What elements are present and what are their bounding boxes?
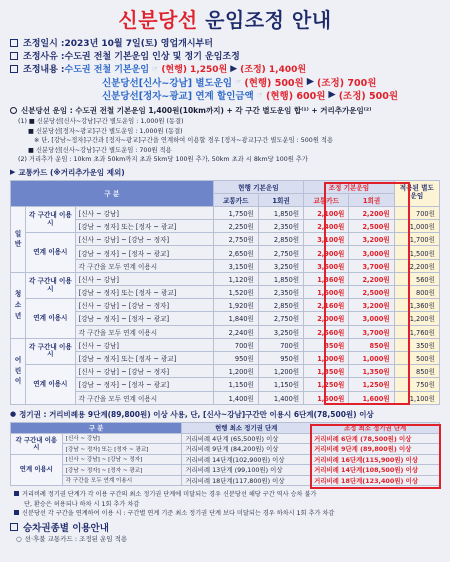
cell-route: [신사 ~ 강남] ~ [강남 ~ 정자] bbox=[75, 233, 213, 246]
note-4: ■ 신분당선[신사~강남]구간 별도운임 : 700원 적용 bbox=[28, 146, 172, 154]
cell-e: 560원 bbox=[394, 272, 439, 285]
pointer-icon: ☞ bbox=[235, 77, 242, 86]
cell-route: 각 구간을 모두 연계 이용시 bbox=[75, 391, 213, 404]
base-fare-adjusted: (조정) 1,400원 bbox=[240, 65, 307, 75]
season-table bbox=[10, 422, 440, 487]
triangle-right-icon: ▶ bbox=[10, 168, 16, 176]
base-fare-label: 수도권 전철 기본운임 bbox=[64, 65, 150, 75]
cell-a: 1,400원 bbox=[213, 391, 258, 404]
date-label: 조정일시 : bbox=[23, 39, 65, 49]
cell-e: 1,100원 bbox=[394, 391, 439, 404]
cell-d: 3,000원 bbox=[349, 312, 394, 325]
pointer-icon: ☞ bbox=[256, 90, 264, 99]
cell-a: 1,520원 bbox=[213, 286, 258, 299]
circle-bullet-icon: ○ bbox=[16, 534, 22, 543]
group-label: 청소년 bbox=[11, 272, 26, 338]
cell-c: 3,600원 bbox=[304, 259, 349, 272]
cell-d: 2,200원 bbox=[349, 272, 394, 285]
checkbox-square-icon bbox=[10, 52, 18, 60]
usage-type: 각 구간내 이용시 bbox=[26, 206, 76, 232]
footnote-1-text: 거리비례 정기권 단계가 각 이용 구간의 최소 정기권 단계에 미달되는 경우 신분당선 해당 구간 역사 승차 불가 bbox=[22, 491, 317, 499]
note-1: (1) ■ 신분당선[신사~강남]구간 별도운임 : 1,000원 (동결) bbox=[18, 118, 184, 126]
cell-d: 850원 bbox=[349, 338, 394, 351]
title-notice: 운임조정 안내 bbox=[205, 8, 332, 32]
triangle-right-icon: ▶ bbox=[230, 63, 238, 74]
date-value: 2023년 10월 7일(토) 영업개시부터 bbox=[64, 39, 213, 49]
info-line2 bbox=[10, 75, 440, 88]
cell-d: 2,500원 bbox=[349, 220, 394, 233]
ticket-guide-title bbox=[10, 521, 440, 534]
cell-a: 1,920원 bbox=[213, 299, 258, 312]
cell-c: 2,560원 bbox=[304, 325, 349, 338]
th-gubun: 구 분 bbox=[11, 180, 214, 206]
cell-now: 거리비례 4단계 (65,500원) 이상 bbox=[182, 433, 311, 444]
cell-c: 2,160원 bbox=[304, 299, 349, 312]
group-label: 일반 bbox=[11, 206, 26, 272]
cell-d: 1,600원 bbox=[349, 391, 394, 404]
th-once-adj: 1회권 bbox=[349, 193, 394, 206]
jeongja-discount-label: 신분당선[정자~광교] 연계 할인금액 bbox=[102, 90, 254, 102]
info-line3 bbox=[10, 88, 440, 101]
cell-c: 2,400원 bbox=[304, 220, 349, 233]
cell-route: [신사 ~ 강남] bbox=[75, 206, 213, 219]
cell-route: [신사 ~ 강남] bbox=[75, 338, 213, 351]
table-row bbox=[11, 475, 440, 486]
cell-b: 700원 bbox=[258, 338, 303, 351]
cell-e: 1,760원 bbox=[394, 325, 439, 338]
info-content bbox=[10, 62, 440, 75]
cell-c: 1,000원 bbox=[304, 351, 349, 364]
cell-c: 1,600원 bbox=[304, 286, 349, 299]
square-bullet-icon bbox=[14, 491, 19, 496]
circle-bullet-icon bbox=[10, 107, 17, 114]
cell-b: 2,350원 bbox=[258, 220, 303, 233]
cell-e: 1,000원 bbox=[394, 220, 439, 233]
cell-e: 2,200원 bbox=[394, 259, 439, 272]
table-row bbox=[11, 299, 440, 312]
reason-label: 조정사유 : bbox=[23, 52, 65, 62]
footnote-2: 단, 환승은 허용되나 하차 시 1회 추가 차감 bbox=[24, 500, 140, 508]
th-once-now: 1회권 bbox=[258, 193, 303, 206]
section-card-title bbox=[10, 167, 440, 178]
table-row bbox=[11, 233, 440, 246]
table-row bbox=[11, 312, 440, 325]
note-3: ※ 단, [강남~정자]구간과 [정자~광교]구간을 연계하여 이용할 경우 [정자~광교]구간 별도운임 : 500원 적용 bbox=[34, 137, 334, 145]
fare-formula bbox=[10, 105, 440, 116]
sinsa-fare-current: (현행) 500원 bbox=[244, 77, 304, 89]
cell-e: 750원 bbox=[394, 378, 439, 391]
square-bullet-icon bbox=[14, 510, 19, 515]
cell-b: 1,850원 bbox=[258, 272, 303, 285]
group-label: 어린이 bbox=[11, 338, 26, 404]
th-adjusted: 조정 기본운임 bbox=[304, 180, 395, 193]
th-current: 현행 기본운임 bbox=[213, 180, 304, 193]
cell-c: 3,100원 bbox=[304, 233, 349, 246]
th-card-now: 교통카드 bbox=[213, 193, 258, 206]
table-row bbox=[11, 206, 440, 219]
cell-a: 1,150원 bbox=[213, 378, 258, 391]
cell-route: [신사 ~ 강남] ~ [강남 ~ 정자] bbox=[75, 299, 213, 312]
usage-type: 연계 이용시 bbox=[26, 299, 76, 339]
cell-now: 거리비례 13단계 (99,100원) 이상 bbox=[182, 465, 311, 476]
cell-adj: 거리비례 6단계 (78,500원) 이상 bbox=[311, 433, 440, 444]
cell-d: 1,250원 bbox=[349, 378, 394, 391]
table-row bbox=[11, 454, 440, 465]
cell-route: [강남 ~ 정자] 또는 [정자 ~ 광교] bbox=[75, 286, 213, 299]
cell-a: 950원 bbox=[213, 351, 258, 364]
cell-b: 1,150원 bbox=[258, 378, 303, 391]
adjustment-info bbox=[10, 36, 440, 101]
season-pass-line bbox=[10, 409, 440, 420]
cell-now: 거리비례 14단계(102,900원) 이상 bbox=[182, 454, 311, 465]
cell-a: 1,750원 bbox=[213, 206, 258, 219]
table-row bbox=[11, 351, 440, 364]
fare-formula-text: 신분당선 운임 : 수도권 전철 기본운임 1,400원(10km까지) + 각 구간 별도운임 합⁽¹⁾ + 거리추가운임⁽²⁾ bbox=[21, 106, 372, 115]
note-5: (2) 거리추가 운임 : 10km 초과 50km까지 초과 5km당 100원 추가, 50km 초과 시 8km당 100원 추가 bbox=[18, 156, 308, 164]
table-row bbox=[11, 272, 440, 285]
table-row bbox=[11, 378, 440, 391]
cell-adj: 거리비례 9단계 (89,800원) 이상 bbox=[311, 444, 440, 455]
bullet-dot-icon: ● bbox=[10, 410, 17, 419]
th2-current: 현행 최소 정기권 단계 bbox=[182, 422, 311, 433]
cell-route: [강남 ~ 정자] ~ [정자 ~ 광교] bbox=[75, 312, 213, 325]
cell-d: 3,700원 bbox=[349, 325, 394, 338]
usage-type: 연계 이용시 bbox=[26, 365, 76, 405]
cell-a: 1,840원 bbox=[213, 312, 258, 325]
th-card-adj: 교통카드 bbox=[304, 193, 349, 206]
checkbox-square-icon bbox=[10, 65, 18, 73]
table2-wrap bbox=[10, 422, 440, 487]
table-row bbox=[11, 286, 440, 299]
sinsa-fare-label: 신분당선[신사~강남] 별도운임 bbox=[102, 77, 233, 89]
cell-b: 2,850원 bbox=[258, 233, 303, 246]
jeongja-discount-current: (현행) 600원 bbox=[266, 90, 326, 102]
cell-d: 2,500원 bbox=[349, 286, 394, 299]
cell-d: 3,700원 bbox=[349, 259, 394, 272]
cell-b: 1,400원 bbox=[258, 391, 303, 404]
cell-e: 350원 bbox=[394, 338, 439, 351]
usage-type: 연계 이용시 bbox=[11, 454, 63, 486]
table-row bbox=[11, 444, 440, 455]
fare-table-body bbox=[11, 206, 440, 404]
cell-e: 1,200원 bbox=[394, 312, 439, 325]
th2-adjusted: 조정 최소 정기권 단계 bbox=[311, 422, 440, 433]
cell-b: 2,750원 bbox=[258, 312, 303, 325]
cell-b: 1,850원 bbox=[258, 206, 303, 219]
ticket-guide-sub bbox=[10, 534, 440, 544]
page-title bbox=[10, 4, 440, 30]
triangle-right-icon: ▶ bbox=[306, 76, 315, 87]
cell-route: [신사 ~ 강남] bbox=[62, 433, 182, 444]
usage-type: 연계 이용시 bbox=[26, 233, 76, 273]
cell-route: [강남 ~ 정자] 또는 [정자 ~ 광교] bbox=[75, 351, 213, 364]
jeongja-discount-adjusted: (조정) 500원 bbox=[338, 90, 399, 102]
footnote-1 bbox=[10, 489, 440, 499]
cell-a: 3,150원 bbox=[213, 259, 258, 272]
usage-type: 각 구간내 이용시 bbox=[26, 338, 76, 364]
section-card-text: 교통카드 (※거리추가운임 제외) bbox=[18, 167, 125, 177]
cell-route: [강남 ~ 정자] 또는 [정자 ~ 광교] bbox=[62, 444, 182, 455]
cell-c: 1,600원 bbox=[304, 391, 349, 404]
cell-a: 2,250원 bbox=[213, 220, 258, 233]
cell-c: 1,360원 bbox=[304, 272, 349, 285]
table-row bbox=[11, 325, 440, 338]
table-row bbox=[11, 465, 440, 476]
cell-e: 700원 bbox=[394, 206, 439, 219]
cell-b: 2,350원 bbox=[258, 286, 303, 299]
cell-c: 1,250원 bbox=[304, 378, 349, 391]
cell-route: 각 구간을 모두 연계 이용시 bbox=[62, 475, 182, 486]
cell-b: 1,200원 bbox=[258, 365, 303, 378]
cell-b: 2,850원 bbox=[258, 299, 303, 312]
cell-route: [신사 ~ 강남] ~ [강남 ~ 정자] bbox=[75, 365, 213, 378]
usage-type: 각 구간내 이용시 bbox=[26, 272, 76, 298]
cell-d: 3,200원 bbox=[349, 233, 394, 246]
pointer-icon: ☞ bbox=[152, 64, 159, 73]
cell-b: 3,250원 bbox=[258, 259, 303, 272]
footnote-3 bbox=[10, 508, 440, 518]
th-separate: 적용된 별도운임 bbox=[394, 180, 439, 206]
cell-route: [강남 ~ 정자] ~ [정자 ~ 광교] bbox=[62, 465, 182, 476]
table1-wrap bbox=[10, 180, 440, 405]
cell-e: 1,500원 bbox=[394, 246, 439, 259]
cell-route: [강남 ~ 정자] ~ [정자 ~ 광교] bbox=[75, 378, 213, 391]
th2-gubun: 구 분 bbox=[11, 422, 182, 433]
season-table-body bbox=[11, 433, 440, 486]
table-row bbox=[11, 338, 440, 351]
cell-adj: 거리비례 16단계(115,900원) 이상 bbox=[311, 454, 440, 465]
table-row bbox=[11, 433, 440, 444]
ticket-guide-sub-text: 선·후불 교통카드 : 조정된 운임 적용 bbox=[24, 535, 128, 544]
table-row bbox=[11, 391, 440, 404]
cell-route: [신사 ~ 강남] bbox=[75, 272, 213, 285]
cell-a: 1,200원 bbox=[213, 365, 258, 378]
checkbox-square-icon bbox=[10, 523, 18, 531]
cell-c: 1,350원 bbox=[304, 365, 349, 378]
info-reason bbox=[10, 49, 440, 62]
cell-route: [신사 ~ 강남] ~ [강남 ~ 정자] bbox=[62, 454, 182, 465]
info-date bbox=[10, 36, 440, 49]
cell-now: 거리비례 9단계 (84,200원) 이상 bbox=[182, 444, 311, 455]
cell-c: 2,900원 bbox=[304, 246, 349, 259]
checkbox-square-icon bbox=[10, 39, 18, 47]
cell-a: 2,240원 bbox=[213, 325, 258, 338]
table-row bbox=[11, 259, 440, 272]
cell-adj: 거리비례 14단계(108,500원) 이상 bbox=[311, 465, 440, 476]
season-pass-text: 정기권 : 거리비례용 9단계(89,800원) 이상 사용, 단, [신사~강남]구간만 이용시 6단계(78,500원) 이상 bbox=[19, 409, 374, 419]
cell-a: 2,650원 bbox=[213, 246, 258, 259]
cell-d: 2,200원 bbox=[349, 206, 394, 219]
cell-e: 800원 bbox=[394, 286, 439, 299]
cell-d: 3,200원 bbox=[349, 299, 394, 312]
cell-route: 각 구간을 모두 연계 이용시 bbox=[75, 259, 213, 272]
cell-e: 500원 bbox=[394, 351, 439, 364]
cell-a: 1,120원 bbox=[213, 272, 258, 285]
cell-d: 1,350원 bbox=[349, 365, 394, 378]
usage-type: 각 구간내 이용시 bbox=[11, 433, 63, 454]
ticket-guide-text: 승차권종별 이용안내 bbox=[23, 523, 109, 535]
table-row bbox=[11, 365, 440, 378]
cell-e: 850원 bbox=[394, 365, 439, 378]
cell-b: 950원 bbox=[258, 351, 303, 364]
cell-d: 1,000원 bbox=[349, 351, 394, 364]
cell-route: 각 구간을 모두 연계 이용시 bbox=[75, 325, 213, 338]
cell-c: 2,000원 bbox=[304, 312, 349, 325]
triangle-right-icon: ▶ bbox=[328, 89, 336, 100]
reason-value: 수도권 전철 기본운임 인상 및 정기 운임조정 bbox=[64, 52, 240, 62]
fare-table bbox=[10, 180, 440, 405]
table-row bbox=[11, 246, 440, 259]
content-label: 조정내용 : bbox=[23, 65, 65, 75]
base-fare-current: (현행) 1,250원 bbox=[161, 65, 228, 75]
cell-a: 2,750원 bbox=[213, 233, 258, 246]
cell-a: 700원 bbox=[213, 338, 258, 351]
table-row bbox=[11, 220, 440, 233]
cell-route: [강남 ~ 정자] 또는 [정자 ~ 광교] bbox=[75, 220, 213, 233]
cell-c: 2,100원 bbox=[304, 206, 349, 219]
footnote-3-text: 신분당선 각 구간을 연계하여 이용 시 : 구간별 연계 기준 최소 정기권 단계 보다 미달되는 경우 하차시 1회 추가 차감 bbox=[22, 510, 335, 518]
cell-e: 1,360원 bbox=[394, 299, 439, 312]
cell-now: 거리비례 18단계(117,800원) 이상 bbox=[182, 475, 311, 486]
cell-d: 3,000원 bbox=[349, 246, 394, 259]
cell-c: 850원 bbox=[304, 338, 349, 351]
cell-e: 1,700원 bbox=[394, 233, 439, 246]
note-2: ■ 신분당선[정자~광교]구간 별도운임 : 1,000원 (동결) bbox=[28, 127, 183, 135]
title-line-name: 신분당선 bbox=[118, 8, 198, 32]
cell-route: [강남 ~ 정자] ~ [정자 ~ 광교] bbox=[75, 246, 213, 259]
cell-b: 3,250원 bbox=[258, 325, 303, 338]
sinsa-fare-adjusted: (조정) 700원 bbox=[317, 77, 377, 89]
cell-adj: 거리비례 18단계(123,400원) 이상 bbox=[311, 475, 440, 486]
cell-b: 2,750원 bbox=[258, 246, 303, 259]
